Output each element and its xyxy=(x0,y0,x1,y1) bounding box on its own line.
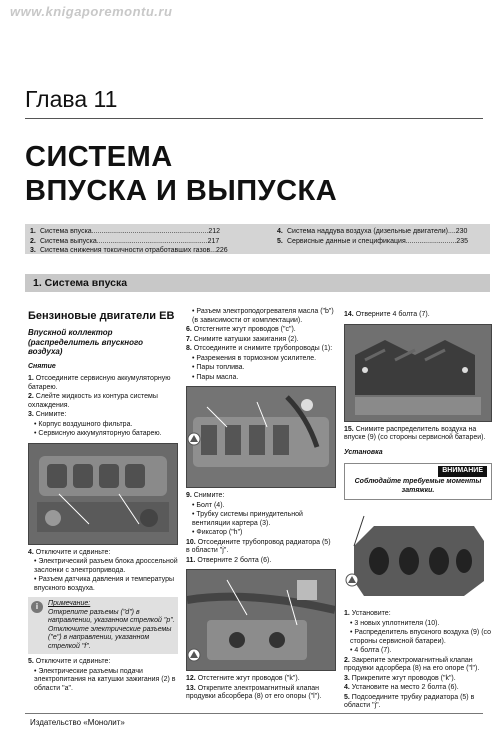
steps-list xyxy=(186,492,334,501)
toc-text: Сервисные данные и спецификация..........................235 xyxy=(287,237,468,245)
step-text: Слейте жидкость из контура системы охлаждения. xyxy=(28,393,158,409)
step-item xyxy=(344,426,492,443)
step-text: Установите: xyxy=(351,610,391,617)
title-line-1: СИСТЕМА xyxy=(25,141,173,173)
step-item xyxy=(186,492,334,501)
step-number: 8. xyxy=(186,345,192,352)
toc-number: 2. xyxy=(30,237,36,245)
engine-photo-1 xyxy=(28,443,178,545)
bullet-item: • Сервисную аккумуляторную батарею. xyxy=(34,430,162,437)
table-of-contents xyxy=(25,224,490,254)
step-text: Снимите: xyxy=(193,492,225,499)
footer-divider xyxy=(25,713,483,714)
step-number: 3. xyxy=(344,674,350,682)
toc-number: 3. xyxy=(30,247,36,254)
step-number: 2. xyxy=(344,656,350,664)
engine-illustration xyxy=(187,387,335,487)
bullet-item: • 3 новых уплотнителя (10). xyxy=(350,619,440,627)
bullet-item: • Распределитель впускного воздуха (9) (со стороны сервисной батареи). xyxy=(350,629,491,645)
steps-list xyxy=(28,549,178,558)
toc-number: 5. xyxy=(277,237,283,245)
toc-left-column xyxy=(30,227,228,256)
step-item xyxy=(186,675,334,684)
heading-engines: Бензиновые двигатели EB xyxy=(28,310,175,322)
step-text: Подсоедините трубку радиатора (5) в области "j". xyxy=(344,693,475,709)
engine-illustration xyxy=(29,444,177,544)
bullet-item: • Электрические разъемы подачи электропитания на катушки зажигания (2) в области "a". xyxy=(34,667,176,692)
step-item xyxy=(28,375,178,392)
step-item xyxy=(344,684,492,693)
bullet-item: • Разъем электроподогревателя масла ("b") (в зависимости от комплектации). xyxy=(192,308,334,324)
step-text: Отстегните жгут проводов ("c"). xyxy=(193,326,296,333)
toc-item xyxy=(277,237,468,247)
step-item xyxy=(186,336,334,345)
step-item xyxy=(186,326,334,335)
step-number: 4. xyxy=(28,548,34,556)
bullet-item: • Фиксатор ("h") xyxy=(192,529,243,536)
bullet-item: • Трубку системы принудительной вентиляции картера (3). xyxy=(192,511,303,527)
warning-text: Соблюдайте требуемые моменты затяжки. xyxy=(354,478,482,494)
note-text: Открепите разъемы ("d") в направлении, указанном стрелкой "p". Отключите электрические разъемы ("e") в направлении, указанном стрелкой "f". xyxy=(48,608,175,650)
step-item xyxy=(28,658,178,667)
step-item xyxy=(186,685,334,702)
step-number: 7. xyxy=(186,335,192,343)
step-item xyxy=(344,311,492,320)
engine-illustration xyxy=(345,325,491,421)
toc-text: Система снижения токсичности отработавших газов...226 xyxy=(40,247,228,254)
steps-list xyxy=(344,610,492,619)
bullet-item: • Разъем датчика давления и температуры впускного воздуха. xyxy=(34,576,175,592)
section-heading: 1. Система впуска xyxy=(25,274,490,292)
heading-installation: Установка xyxy=(344,448,383,456)
engine-photo-3 xyxy=(186,569,336,671)
steps-list xyxy=(344,657,492,711)
note-title: Примечание: xyxy=(48,600,91,607)
step-text: Отстегните жгут проводов ("k"). xyxy=(197,675,300,682)
step-number: 14. xyxy=(344,311,354,318)
step-number: 11. xyxy=(186,556,196,564)
step-item xyxy=(186,557,334,566)
step-number: 1. xyxy=(28,375,34,382)
footer-publisher: Издательство «Монолит» xyxy=(30,718,125,727)
bullet-list xyxy=(28,668,178,694)
toc-text: Система выпуска.........................................................217 xyxy=(40,237,220,245)
step-text: Отключите и сдвиньте: xyxy=(35,658,111,665)
toc-text: Система впуска............................................................212 xyxy=(40,228,221,235)
step-item xyxy=(344,610,492,619)
step-number: 5. xyxy=(28,658,34,665)
step-number: 13. xyxy=(186,684,196,692)
bullet-item: • Разрежения в тормозном усилителе. xyxy=(192,354,317,362)
bullet-item: • Пары масла. xyxy=(192,373,239,381)
bullet-item: • Болт (4). xyxy=(192,501,225,509)
toc-item xyxy=(277,227,468,237)
bullet-list xyxy=(186,502,334,538)
step-item xyxy=(344,694,492,711)
steps-list xyxy=(28,658,178,667)
watermark: www.knigaporemontu.ru xyxy=(10,4,173,19)
toc-item xyxy=(30,246,228,256)
step-text: Закрепите электромагнитный клапан продувки адсорбера (8) на его опоре ("l"). xyxy=(344,656,480,672)
note-box xyxy=(28,597,178,654)
bullet-item: • Электрический разъем блока дроссельной заслонки с электропривода. xyxy=(34,558,178,574)
step-item xyxy=(186,345,334,354)
step-number: 2. xyxy=(28,393,34,400)
step-number: 10. xyxy=(186,538,196,546)
engine-illustration xyxy=(187,570,335,670)
column-1 xyxy=(28,310,178,694)
step-number: 6. xyxy=(186,326,192,333)
manifold-drawing xyxy=(344,506,490,606)
step-number: 4. xyxy=(344,684,350,691)
bullet-list xyxy=(28,558,178,593)
steps-list xyxy=(186,539,334,566)
engine-photo-2 xyxy=(186,386,336,488)
bullet-item: • Корпус воздушного фильтра. xyxy=(34,420,133,428)
heading-intake-manifold: Впускной коллектор (распределитель впускного воздуха) xyxy=(28,328,143,356)
bullet-list xyxy=(186,308,334,325)
steps-list xyxy=(344,426,492,443)
step-text: Снимите распределитель воздуха на впуске (9) (со стороны сервисной батареи). xyxy=(344,425,486,441)
bullet-item: • Пары топлива. xyxy=(192,364,245,371)
publisher-logo-icon xyxy=(187,432,201,446)
steps-list xyxy=(28,375,178,420)
column-2 xyxy=(186,308,334,703)
bullet-item: • 4 болта (7). xyxy=(350,647,392,654)
step-text: Снимите катушки зажигания (2). xyxy=(193,335,299,343)
step-item xyxy=(344,675,492,684)
step-text: Прикрепите жгут проводов ("k"). xyxy=(351,674,456,682)
heading-removal: Снятие xyxy=(28,362,56,370)
steps-list xyxy=(344,311,492,320)
step-item xyxy=(186,539,334,556)
step-item xyxy=(28,549,178,558)
step-item xyxy=(28,411,178,420)
toc-number: 1. xyxy=(30,228,36,235)
step-text: Отсоедините трубопровод радиатора (5) в области "j". xyxy=(186,538,331,554)
steps-list xyxy=(186,326,334,354)
toc-number: 4. xyxy=(277,228,283,235)
bullet-list xyxy=(344,620,492,656)
step-text: Установите на место 2 болта (6). xyxy=(351,684,459,691)
step-text: Отсоедините сервисную аккумуляторную батарею. xyxy=(28,375,171,391)
divider xyxy=(25,118,483,119)
step-number: 12. xyxy=(186,675,196,682)
steps-list xyxy=(186,675,334,702)
step-item xyxy=(28,393,178,410)
step-text: Открепите электромагнитный клапан продувки абсорбера (8) от его опоры ("l"). xyxy=(186,684,322,700)
title-line-2: ВПУСКА И ВЫПУСКА xyxy=(25,175,338,207)
step-number: 5. xyxy=(344,693,350,701)
bullet-list xyxy=(186,355,334,383)
publisher-logo-icon xyxy=(345,573,359,587)
toc-item xyxy=(30,227,228,237)
step-number: 3. xyxy=(28,411,34,418)
bullet-list xyxy=(28,421,178,439)
chapter-label: Глава 11 xyxy=(25,86,118,112)
step-text: Отключите и сдвиньте: xyxy=(35,548,111,556)
toc-item xyxy=(30,237,228,247)
toc-text: Система наддува воздуха (дизельные двигатели)....230 xyxy=(287,228,468,235)
step-text: Отверните 4 болта (7). xyxy=(355,311,430,318)
info-icon: i xyxy=(31,601,43,613)
step-text: Снимите: xyxy=(35,411,67,418)
page-title xyxy=(25,140,337,208)
step-text: Отверните 2 болта (6). xyxy=(197,556,272,564)
step-text: Отсоедините и снимите трубопроводы (1): xyxy=(193,345,333,352)
engine-photo-4 xyxy=(344,324,492,422)
publisher-logo-icon xyxy=(187,648,201,662)
column-3 xyxy=(344,311,492,712)
step-number: 9. xyxy=(186,492,192,499)
step-number: 1. xyxy=(344,610,350,617)
step-number: 15. xyxy=(344,425,354,433)
step-item xyxy=(344,657,492,674)
manifold-illustration xyxy=(344,506,490,606)
warning-tag: ВНИМАНИЕ xyxy=(438,466,487,477)
toc-right-column xyxy=(277,227,468,246)
warning-box xyxy=(344,463,492,500)
